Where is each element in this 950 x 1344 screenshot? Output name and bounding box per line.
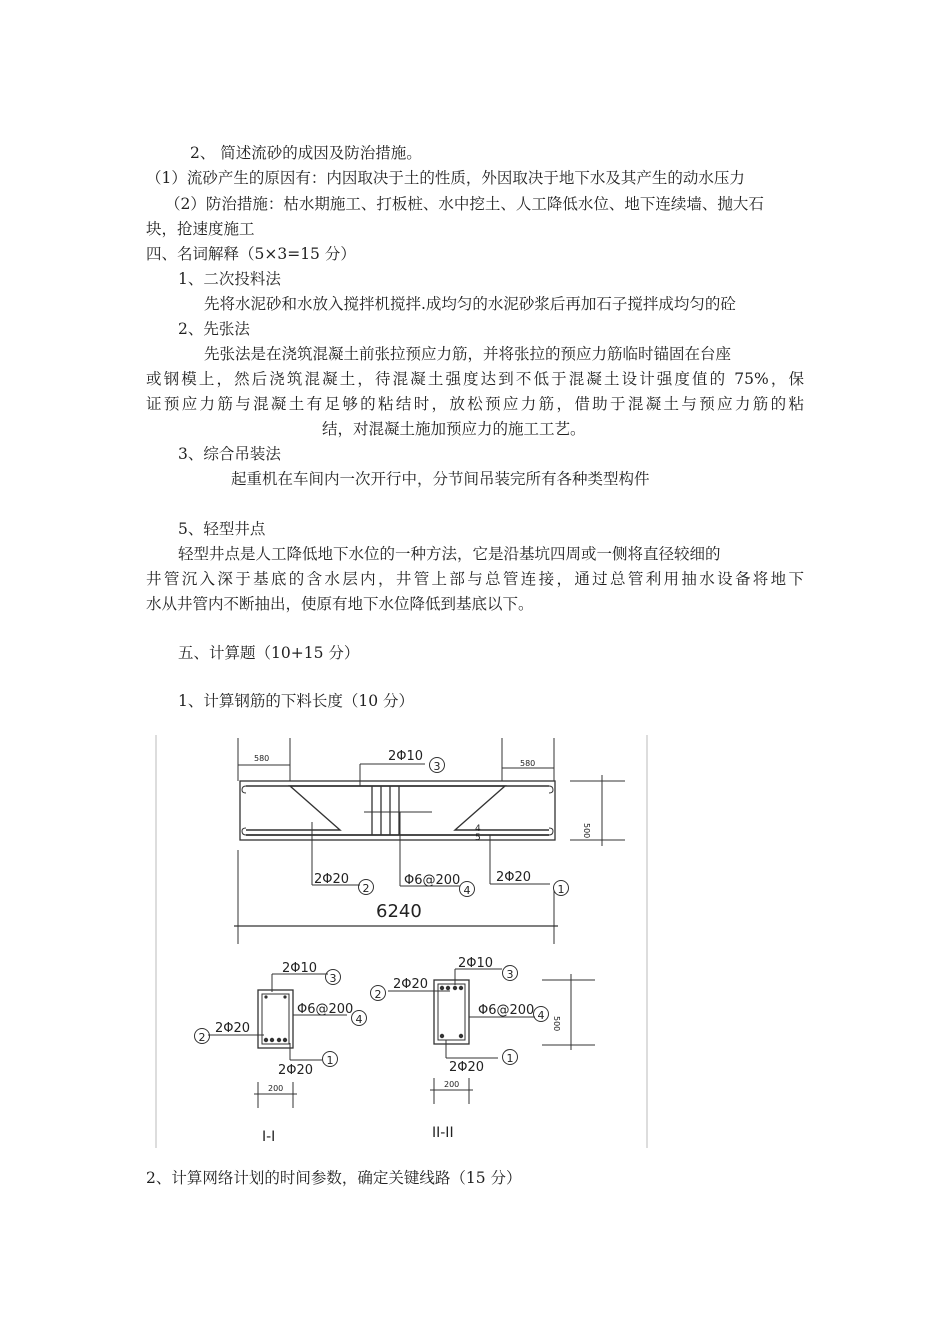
q2-measures-line1: （2）防治措施：枯水期施工、打板桩、水中挖土、人工降低水位、地下连续墙、抛大石 <box>165 195 764 213</box>
term3-title: 3、综合吊装法 <box>178 445 281 463</box>
sec2-outline <box>434 980 469 1044</box>
bottom-bar-number: 1 <box>557 883 565 896</box>
sec2-width-label: 200 <box>444 1080 460 1089</box>
term5-body-line1: 轻型井点是人工降低地下水位的一种方法，它是沿基坑四周或一侧将直径较细的 <box>178 545 721 563</box>
term2-body-line1: 先张法是在浇筑混凝土前张拉预应力筋，并将张拉的预应力筋临时锚固在台座 <box>204 345 732 363</box>
sec1-bent-label: 2Φ20 <box>215 1021 251 1036</box>
slope-denominator: 5 <box>475 833 481 843</box>
sec2-stirrup-number: 4 <box>537 1009 545 1022</box>
sec2-top-rebar-2 <box>446 986 450 990</box>
q2-measures-line2: 块，抢速度施工 <box>146 220 255 238</box>
dim-left-label: 580 <box>254 754 270 763</box>
term5-body-line2: 井管沉入深于基底的含水层内，井管上部与总管连接，通过总管利用抽水设备将地下 <box>146 570 804 588</box>
term2-title: 2、先张法 <box>178 320 250 338</box>
sec2-bottom-rebar-left <box>440 1034 444 1038</box>
term2-body-line2: 或钢模上，然后浇筑混凝土，待混凝土强度达到不低于混凝土设计强度值的 75%，保 <box>146 370 804 388</box>
top-bar-hook-left <box>242 786 246 793</box>
top-bar-number: 3 <box>433 760 441 773</box>
dim-right-label: 580 <box>520 759 536 768</box>
sec2-bottom-number: 1 <box>506 1052 514 1065</box>
sec2-stirrup <box>438 984 465 1040</box>
top-bar-hook-right <box>549 786 553 793</box>
bottom-bar-label: 2Φ20 <box>496 870 532 885</box>
sec1-bottom-rebar-3 <box>277 1038 281 1042</box>
top-bar-label: 2Φ10 <box>388 749 424 764</box>
sec1-stirrup-number: 4 <box>355 1013 363 1026</box>
sec2-bottom-rebar-right <box>459 1034 463 1038</box>
sec2-label: II-II <box>432 1125 454 1141</box>
sec1-outline <box>258 990 293 1048</box>
sec1-top-number: 3 <box>329 972 337 985</box>
term2-body-line4: 结，对混凝土施加预应力的施工工艺。 <box>322 420 586 438</box>
sec2-bottom-label: 2Φ20 <box>449 1060 485 1075</box>
rebar-drawing <box>150 730 650 1150</box>
bent-bar-number: 2 <box>362 882 370 895</box>
term5-title: 5、轻型井点 <box>178 520 266 538</box>
sec1-top-label: 2Φ10 <box>282 961 318 976</box>
sec1-width-label: 200 <box>268 1084 284 1093</box>
calc1-title: 1、计算钢筋的下料长度（10 分） <box>178 692 415 710</box>
sec1-bottom-label: 2Φ20 <box>278 1063 314 1078</box>
sec2-top-rebar-3 <box>453 986 457 990</box>
bent-bar <box>246 786 549 830</box>
sec2-top-label: 2Φ10 <box>458 956 494 971</box>
calc2-title: 2、计算网络计划的时间参数，确定关键线路（15 分） <box>146 1169 522 1187</box>
sec2-top-number: 3 <box>506 968 514 981</box>
sec1-bottom-rebar-1 <box>264 1038 268 1042</box>
sec1-stirrup-label: Φ6@200 <box>297 1002 354 1017</box>
slope-numerator: 4 <box>475 824 481 834</box>
stirrup-label: Φ6@200 <box>404 873 461 888</box>
sec2-bent-number: 2 <box>374 988 382 1001</box>
term1-title: 1、二次投料法 <box>178 270 281 288</box>
term1-body: 先将水泥砂和水放入搅拌机搅拌.成均匀的水泥砂浆后再加石子搅拌成均匀的砼 <box>204 295 736 313</box>
sec2-top-rebar-4 <box>459 986 463 990</box>
term3-body: 起重机在车间内一次开行中，分节间吊装完所有各种类型构件 <box>231 470 650 488</box>
sec1-bent-number: 2 <box>198 1031 206 1044</box>
sec2-top-rebar-1 <box>440 986 444 990</box>
bottom-bar-hook-right <box>549 828 553 835</box>
sec1-top-rebar-left <box>264 995 267 998</box>
bent-bar-label: 2Φ20 <box>314 872 350 887</box>
sec1-bottom-rebar-4 <box>283 1038 287 1042</box>
height-label: 500 <box>582 823 591 839</box>
sec1-label: I-I <box>262 1129 276 1145</box>
sec1-stirrup <box>262 994 289 1044</box>
sec1-bottom-number: 1 <box>326 1054 334 1067</box>
section5-heading: 五、计算题（10+15 分） <box>178 644 360 662</box>
beam-outline <box>240 781 555 840</box>
section4-heading: 四、名词解释（5×3=15 分） <box>146 245 356 263</box>
sec1-bottom-rebar-2 <box>270 1038 274 1042</box>
q2-cause: （1）流砂产生的原因有：内因取决于土的性质，外因取决于地下水及其产生的动水压力 <box>146 169 745 187</box>
bottom-bar-hook-left <box>242 828 246 835</box>
q2-title: 2、 简述流砂的成因及防治措施。 <box>190 144 422 162</box>
term2-body-line3: 证预应力筋与混凝土有足够的粘结时，放松预应力筋，借助于混凝土与预应力筋的粘 <box>146 395 804 413</box>
sec1-top-rebar-right <box>283 995 286 998</box>
sec2-stirrup-label: Φ6@200 <box>478 1003 535 1018</box>
term5-body-line3: 水从井管内不断抽出，使原有地下水位降低到基底以下。 <box>146 595 534 613</box>
sec2-height-label: 500 <box>552 1016 561 1032</box>
span-label: 6240 <box>376 901 422 922</box>
stirrup-number: 4 <box>463 884 471 897</box>
sec2-bent-label: 2Φ20 <box>393 977 429 992</box>
